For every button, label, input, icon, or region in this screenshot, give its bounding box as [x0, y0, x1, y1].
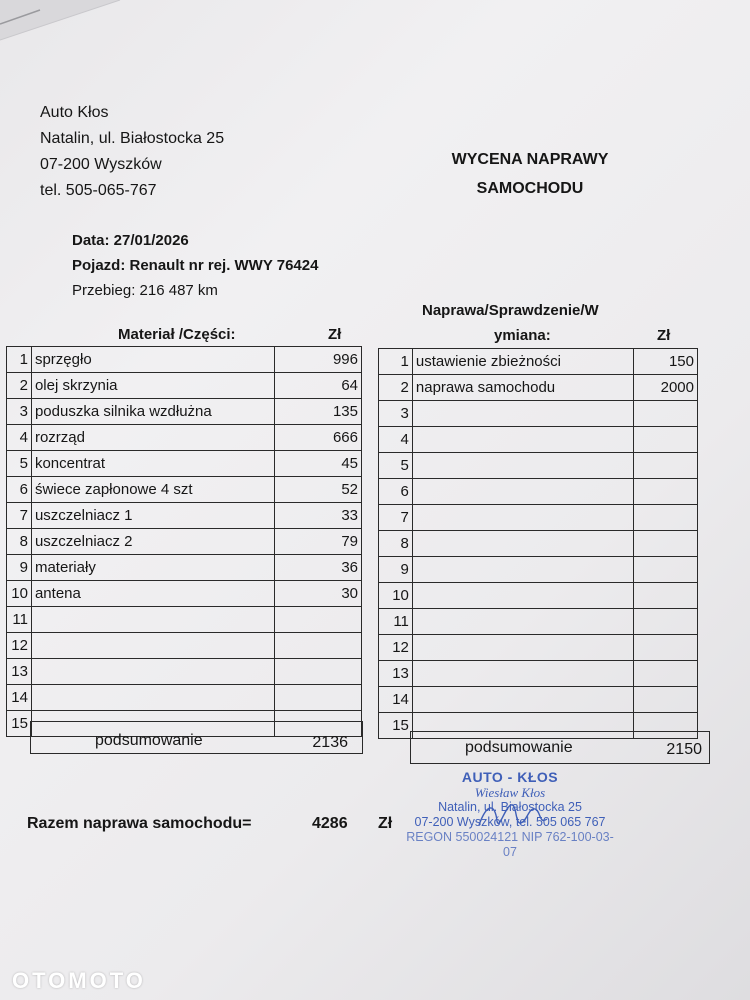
parts-header-currency: Zł	[328, 326, 342, 343]
parts-item-name: świece zapłonowe 4 szt	[31, 477, 274, 503]
parts-row	[7, 399, 362, 425]
repairs-row	[379, 531, 698, 557]
repairs-row-number: 5	[379, 453, 413, 479]
parts-row	[7, 685, 362, 711]
parts-item-name: sprzęgło	[31, 347, 274, 373]
parts-row-number: 7	[7, 503, 32, 529]
parts-row	[7, 425, 362, 451]
parts-item-name: rozrząd	[31, 425, 274, 451]
parts-item-price: 30	[274, 581, 361, 607]
repairs-item-name	[412, 635, 633, 661]
parts-item-price	[274, 633, 361, 659]
title-line-2: SAMOCHODU	[476, 180, 584, 197]
repairs-item-price	[634, 635, 698, 661]
parts-row-number: 15	[7, 711, 32, 737]
total-currency: Zł	[378, 815, 393, 832]
parts-item-name: uszczelniacz 1	[31, 503, 274, 529]
repairs-row-number: 7	[379, 505, 413, 531]
repairs-item-name	[412, 687, 633, 713]
repairs-summary-value: 2150	[666, 741, 702, 758]
repairs-row-number: 10	[379, 583, 413, 609]
parts-item-name: materiały	[31, 555, 274, 581]
parts-row-number: 11	[7, 607, 32, 633]
repairs-item-price	[634, 557, 698, 583]
parts-item-name	[31, 685, 274, 711]
vehicle-field: Pojazd: Renault nr rej. WWY 76424	[72, 257, 319, 274]
parts-row-number: 13	[7, 659, 32, 685]
repairs-row-number: 13	[379, 661, 413, 687]
stamp-line-4: 07-200 Wyszków, tel. 505 065 767	[414, 815, 606, 829]
repairs-row-number: 2	[379, 375, 413, 401]
repairs-item-price	[634, 687, 698, 713]
parts-row-number: 12	[7, 633, 32, 659]
repairs-summary-label: podsumowanie	[465, 739, 573, 756]
repairs-item-price: 2000	[634, 375, 698, 401]
repairs-row-number: 8	[379, 531, 413, 557]
repairs-row-number: 4	[379, 427, 413, 453]
company-name: Auto Kłos	[40, 104, 109, 121]
company-phone: tel. 505-065-767	[40, 182, 157, 199]
parts-row	[7, 581, 362, 607]
parts-item-price	[274, 659, 361, 685]
parts-item-name	[31, 659, 274, 685]
parts-row-number: 9	[7, 555, 32, 581]
repairs-table	[378, 348, 698, 739]
repairs-item-price	[634, 531, 698, 557]
parts-item-name: antena	[31, 581, 274, 607]
parts-row	[7, 347, 362, 373]
repairs-row-number: 6	[379, 479, 413, 505]
parts-row	[7, 555, 362, 581]
repairs-item-name	[412, 505, 633, 531]
repairs-item-name	[412, 427, 633, 453]
parts-row	[7, 607, 362, 633]
stamp-line-1: AUTO - KŁOS	[461, 769, 559, 785]
repairs-row-number: 9	[379, 557, 413, 583]
mileage-field: Przebieg: 216 487 km	[72, 282, 218, 299]
parts-item-price: 52	[274, 477, 361, 503]
total-value: 4286	[312, 815, 348, 832]
stamp-line-2: Wiesław Kłos	[474, 785, 546, 800]
date-field: Data: 27/01/2026	[72, 232, 189, 249]
repairs-row-number: 1	[379, 349, 413, 375]
repairs-item-name	[412, 609, 633, 635]
repairs-item-price: 150	[634, 349, 698, 375]
repairs-header-line-2: ymiana:	[494, 327, 551, 344]
parts-item-price: 79	[274, 529, 361, 555]
parts-row-number: 14	[7, 685, 32, 711]
repairs-item-price	[634, 505, 698, 531]
repairs-item-price	[634, 661, 698, 687]
repairs-item-price	[634, 401, 698, 427]
repairs-item-name	[412, 557, 633, 583]
parts-item-price	[274, 607, 361, 633]
document-title	[400, 145, 660, 203]
repairs-item-name	[412, 453, 633, 479]
company-header	[40, 100, 224, 204]
repairs-row-number: 3	[379, 401, 413, 427]
parts-row-number: 10	[7, 581, 32, 607]
parts-item-name: olej skrzynia	[31, 373, 274, 399]
repairs-row	[379, 505, 698, 531]
repairs-item-name	[412, 531, 633, 557]
parts-row	[7, 451, 362, 477]
repairs-row	[379, 401, 698, 427]
parts-row	[7, 659, 362, 685]
stamp-line-5: REGON 550024121 NIP 762-100-03-07	[406, 830, 614, 859]
parts-row-number: 6	[7, 477, 32, 503]
parts-item-name	[31, 633, 274, 659]
repairs-row	[379, 479, 698, 505]
parts-item-price: 666	[274, 425, 361, 451]
parts-row	[7, 503, 362, 529]
repairs-row-number: 15	[379, 713, 413, 739]
parts-item-name: koncentrat	[31, 451, 274, 477]
parts-table	[6, 346, 362, 737]
repairs-item-price	[634, 427, 698, 453]
repairs-row	[379, 661, 698, 687]
parts-item-price: 33	[274, 503, 361, 529]
parts-row-number: 5	[7, 451, 32, 477]
repairs-item-name	[412, 479, 633, 505]
parts-header-label: Materiał /Części:	[118, 326, 236, 343]
stamp-line-3: Natalin, ul. Białostocka 25	[438, 800, 582, 814]
repairs-row	[379, 453, 698, 479]
repairs-row	[379, 349, 698, 375]
repairs-row	[379, 557, 698, 583]
repairs-header-line-1: Naprawa/Sprawdzenie/W	[422, 302, 599, 319]
repairs-item-name	[412, 661, 633, 687]
repairs-item-name	[412, 583, 633, 609]
parts-row-number: 2	[7, 373, 32, 399]
repairs-item-price	[634, 453, 698, 479]
parts-item-price: 36	[274, 555, 361, 581]
parts-row	[7, 633, 362, 659]
repairs-row	[379, 375, 698, 401]
total-label: Razem naprawa samochodu=	[27, 815, 252, 832]
signature-scribble	[475, 795, 555, 835]
parts-item-price	[274, 685, 361, 711]
company-address: Natalin, ul. Białostocka 25	[40, 130, 225, 147]
repairs-item-name: naprawa samochodu	[412, 375, 633, 401]
parts-item-price: 135	[274, 399, 361, 425]
repairs-item-name: ustawienie zbieżności	[412, 349, 633, 375]
repairs-row-number: 14	[379, 687, 413, 713]
parts-row	[7, 477, 362, 503]
otomoto-watermark: OTOMOTO	[12, 968, 146, 993]
parts-summary-value: 2136	[312, 734, 348, 751]
parts-row-number: 1	[7, 347, 32, 373]
parts-row	[7, 373, 362, 399]
parts-item-price: 45	[274, 451, 361, 477]
parts-item-price: 64	[274, 373, 361, 399]
vehicle-info	[72, 228, 318, 303]
parts-row-number: 8	[7, 529, 32, 555]
parts-item-name	[31, 607, 274, 633]
parts-row	[7, 529, 362, 555]
repairs-item-price	[634, 609, 698, 635]
parts-row-number: 3	[7, 399, 32, 425]
repairs-header-currency: Zł	[657, 327, 671, 344]
repairs-row-number: 11	[379, 609, 413, 635]
repairs-row	[379, 583, 698, 609]
repairs-row	[379, 635, 698, 661]
parts-item-name: poduszka silnika wzdłużna	[31, 399, 274, 425]
repairs-row-number: 12	[379, 635, 413, 661]
repairs-item-price	[634, 479, 698, 505]
parts-row-number: 4	[7, 425, 32, 451]
title-line-1: WYCENA NAPRAWY	[451, 151, 609, 168]
repairs-row	[379, 427, 698, 453]
repairs-item-price	[634, 583, 698, 609]
parts-summary-label: podsumowanie	[95, 732, 203, 749]
parts-item-price: 996	[274, 347, 361, 373]
parts-item-name: uszczelniacz 2	[31, 529, 274, 555]
company-city: 07-200 Wyszków	[40, 156, 162, 173]
repairs-row	[379, 687, 698, 713]
repairs-row	[379, 609, 698, 635]
repairs-item-name	[412, 401, 633, 427]
